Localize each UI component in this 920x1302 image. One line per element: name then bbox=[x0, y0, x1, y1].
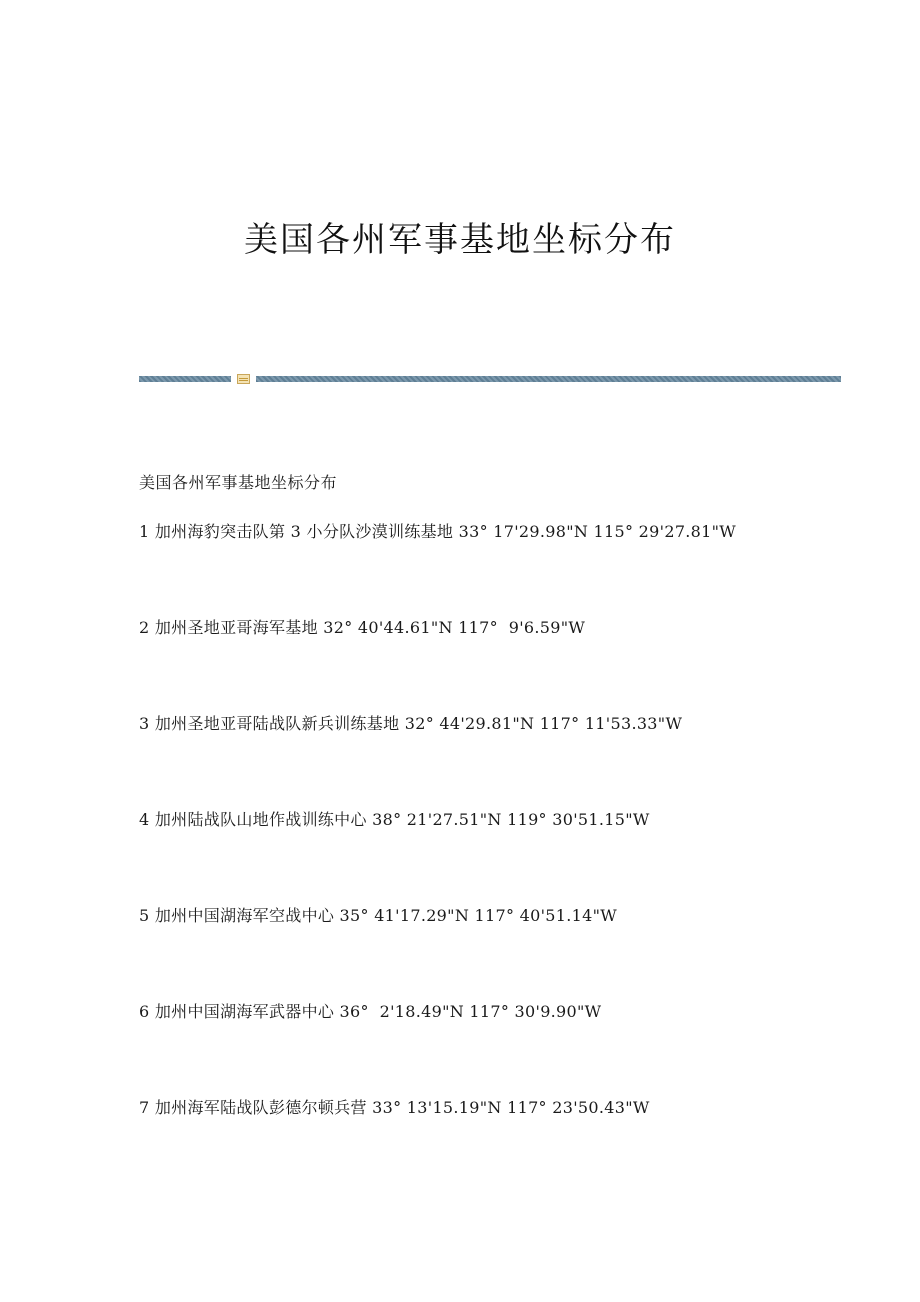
document-body bbox=[139, 472, 859, 1117]
document-title: 美国各州军事基地坐标分布 bbox=[244, 220, 676, 260]
base-entry: 2 加州圣地亚哥海军基地 32° 40'44.61"N 117° 9'6.59"W bbox=[139, 618, 586, 637]
base-entry: 1 加州海豹突击队第 3 小分队沙漠训练基地 33° 17'29.98"N 115° 29'27.81"W bbox=[139, 522, 737, 541]
section-heading: 美国各州军事基地坐标分布 bbox=[139, 473, 338, 492]
base-entry: 6 加州中国湖海军武器中心 36° 2'18.49"N 117° 30'9.90"W bbox=[139, 1002, 602, 1021]
divider-bar-left bbox=[139, 376, 231, 382]
divider-bar-right bbox=[256, 376, 841, 382]
envelope-icon bbox=[237, 374, 250, 384]
title-divider bbox=[139, 374, 841, 384]
base-entry: 4 加州陆战队山地作战训练中心 38° 21'27.51"N 119° 30'51.15"W bbox=[139, 810, 650, 829]
base-entry: 3 加州圣地亚哥陆战队新兵训练基地 32° 44'29.81"N 117° 11'53.33"W bbox=[139, 714, 683, 733]
base-entry: 5 加州中国湖海军空战中心 35° 41'17.29"N 117° 40'51.14"W bbox=[139, 906, 617, 925]
base-entry: 7 加州海军陆战队彭德尔顿兵营 33° 13'15.19"N 117° 23'50.43"W bbox=[139, 1098, 650, 1117]
